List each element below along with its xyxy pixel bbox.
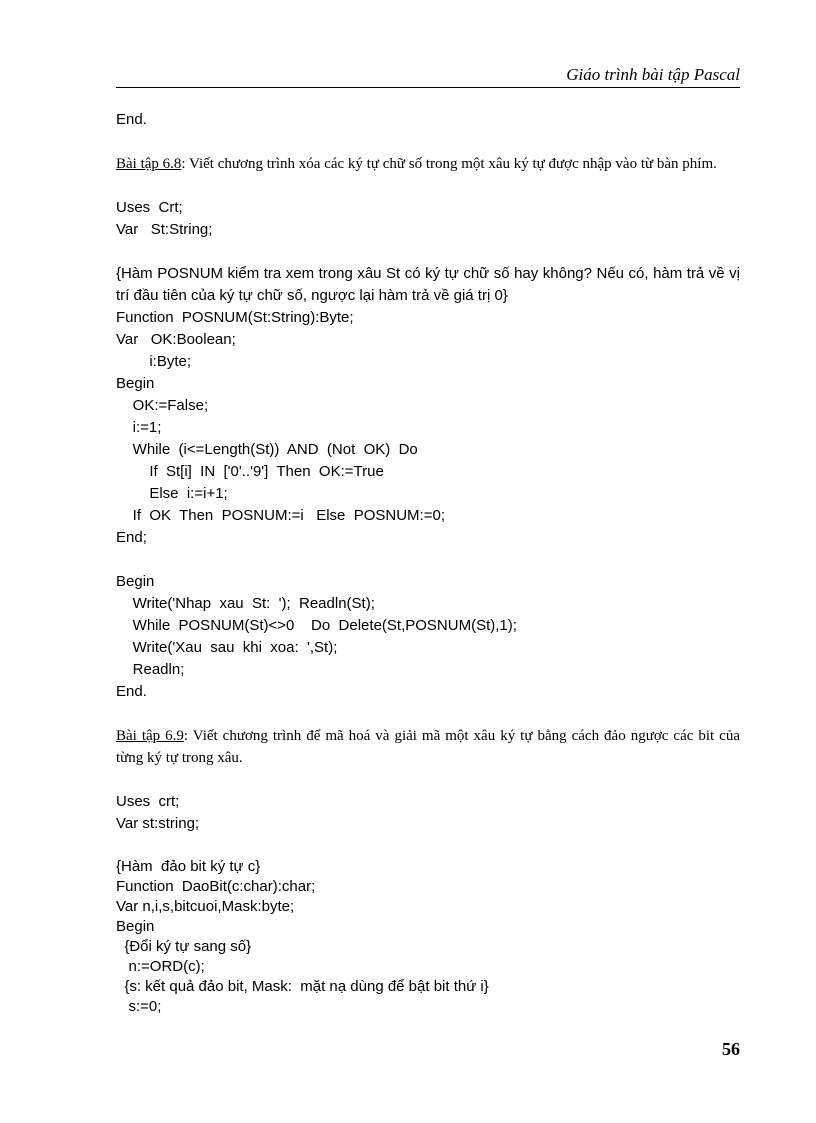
code-line: s:=0; (116, 998, 162, 1015)
header-title: Giáo trình bài tập Pascal (566, 65, 740, 84)
code-line: If St[i] IN ['0'..'9'] Then OK:=True (116, 463, 384, 480)
code-line: n:=ORD(c); (116, 958, 205, 975)
exercise-6-8-label: Bài tập 6.8 (116, 156, 182, 172)
exercise-6-8-statement (116, 153, 740, 175)
exercise-6-9-text: : Viết chương trình để mã hoá và giải mã một xâu ký tự bằng cách đảo ngược các bit của từng ký tự trong xâu. (116, 728, 741, 766)
code-line: While (i<=Length(St)) AND (Not OK) Do (116, 441, 418, 458)
code-line: Function POSNUM(St:String):Byte; (116, 309, 354, 326)
code-line: If OK Then POSNUM:=i Else POSNUM:=0; (116, 507, 445, 524)
code-line: Begin (116, 918, 155, 935)
spacer (116, 131, 740, 153)
code-line: End. (116, 111, 147, 128)
page-content (116, 109, 740, 1017)
code-line: Function DaoBit(c:char):char; (116, 878, 316, 895)
code-line: {s: kết quả đảo bit, Mask: mặt nạ dùng để bật bit thứ i} (116, 978, 489, 995)
exercise-6-8-text: : Viết chương trình xóa các ký tự chữ số trong một xâu ký tự được nhập vào từ bàn phím. (181, 156, 717, 172)
code-line: Begin (116, 573, 155, 590)
code-line: Uses Crt; (116, 199, 183, 216)
exercise-6-9-statement (116, 725, 740, 769)
spacer (116, 175, 740, 197)
code-line: Var St:String; (116, 221, 213, 238)
code-line: i:Byte; (116, 353, 192, 370)
header-divider (116, 87, 740, 88)
page-number: 56 (722, 1039, 740, 1059)
code-line: i:=1; (116, 419, 162, 436)
spacer (116, 835, 740, 857)
code-line: Var st:string; (116, 815, 200, 832)
code-line: OK:=False; (116, 397, 209, 414)
code-line: Begin (116, 375, 155, 392)
code-line: Readln; (116, 661, 185, 678)
code-line: Write('Nhap xau St: '); Readln(St); (116, 595, 375, 612)
code-line: End. (116, 683, 147, 700)
spacer (116, 241, 740, 263)
code-line: Write('Xau sau khi xoa: ',St); (116, 639, 338, 656)
code-line: {Đổi ký tự sang số} (116, 938, 252, 955)
spacer (116, 769, 740, 791)
code-line: Var n,i,s,bitcuoi,Mask:byte; (116, 898, 295, 915)
spacer (116, 703, 740, 725)
code-line: Var OK:Boolean; (116, 331, 236, 348)
code-comment: {Hàm POSNUM kiểm tra xem trong xâu St có ký tự chữ số hay không? Nếu có, hàm trả về vị trí đầu tiên của ký tự chữ số, ngược lại hàm trả về giá trị 0} (116, 265, 740, 304)
code-line: Uses crt; (116, 793, 180, 810)
code-line: Else i:=i+1; (116, 485, 228, 502)
code-line: {Hàm đảo bit ký tự c} (116, 858, 261, 875)
spacer (116, 549, 740, 571)
code-line: While POSNUM(St)<>0 Do Delete(St,POSNUM(St),1); (116, 617, 517, 634)
exercise-6-9-label: Bài tập 6.9 (116, 728, 184, 744)
code-line: End; (116, 529, 147, 546)
